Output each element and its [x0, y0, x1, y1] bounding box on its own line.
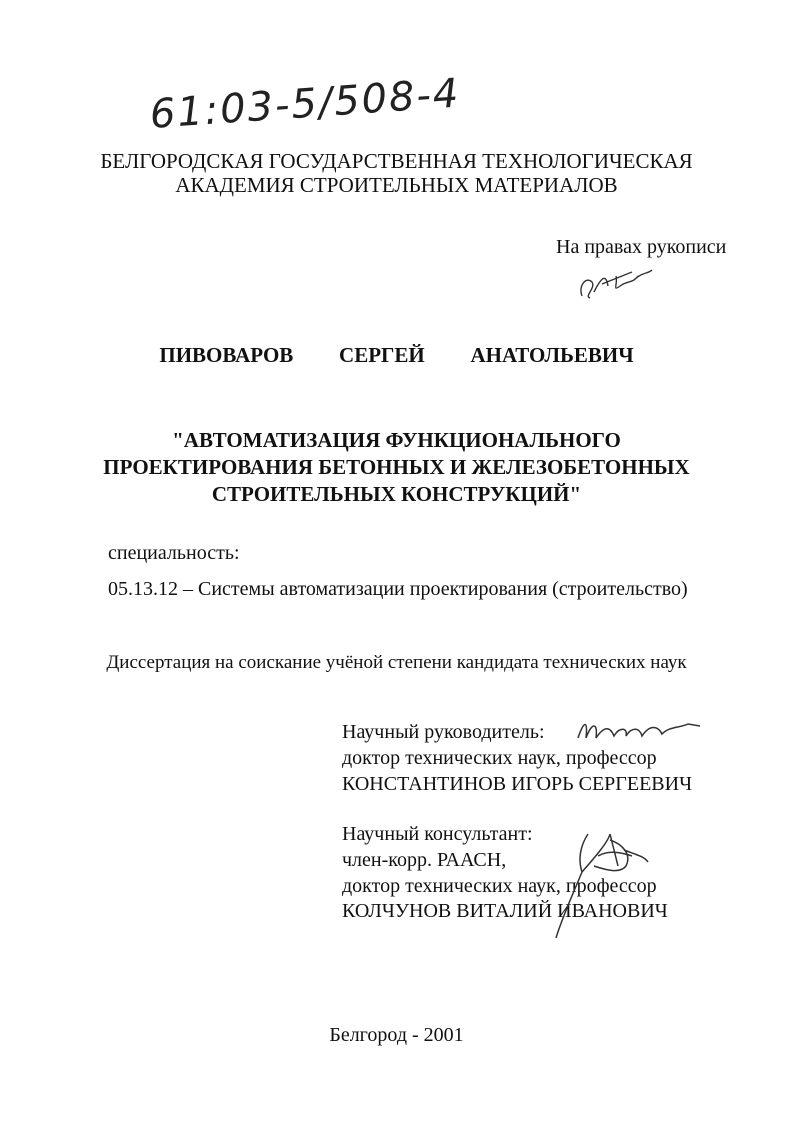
title-line-2: ПРОЕКТИРОВАНИЯ БЕТОННЫХ И ЖЕЛЕЗОБЕТОННЫХ [103, 455, 690, 479]
supervisor-degree: доктор технических наук, профессор [342, 747, 657, 769]
author-name: ПИВОВАРОВ СЕРГЕЙ АНАТОЛЬЕВИЧ [159, 343, 634, 367]
initials-signature [572, 262, 662, 302]
consultant-role: Научный консультант: [342, 823, 533, 845]
specialty-label: специальность: [108, 542, 240, 564]
title-line-3: СТРОИТЕЛЬНЫХ КОНСТРУКЦИЙ" [211, 482, 582, 506]
consultant-membership: член-корр. РААСН, [342, 849, 507, 871]
initials-signature-stroke [581, 270, 652, 298]
title-line-1: "АВТОМАТИЗАЦИЯ ФУНКЦИОНАЛЬНОГО [172, 428, 621, 452]
consultant-signature [548, 826, 668, 944]
dissertation-degree: Диссертация на соискание учёной степени кандидата технических наук [106, 652, 687, 673]
institution-line-1: БЕЛГОРОДСКАЯ ГОСУДАРСТВЕННАЯ ТЕХНОЛОГИЧЕСКАЯ [100, 149, 693, 173]
city-year: Белгород - 2001 [329, 1024, 464, 1046]
consultant-signature-stroke [556, 834, 648, 938]
supervisor-name: КОНСТАНТИНОВ ИГОРЬ СЕРГЕЕВИЧ [342, 773, 693, 795]
supervisor-role: Научный руководитель: [342, 721, 545, 743]
institution-line-2: АКАДЕМИЯ СТРОИТЕЛЬНЫХ МАТЕРИАЛОВ [175, 173, 618, 197]
supervisor-signature [570, 716, 710, 746]
consultant-degree: доктор технических наук, профессор [342, 875, 657, 897]
consultant-name: КОЛЧУНОВ ВИТАЛИЙ ИВАНОВИЧ [342, 900, 668, 922]
supervisor-signature-stroke [578, 724, 700, 738]
manuscript-rights: На правах рукописи [556, 236, 727, 258]
specialty-value: 05.13.12 – Системы автоматизации проектирования (строительство) [108, 578, 688, 600]
handwritten-archive-number: 61:03-5/508-4 [148, 70, 462, 138]
